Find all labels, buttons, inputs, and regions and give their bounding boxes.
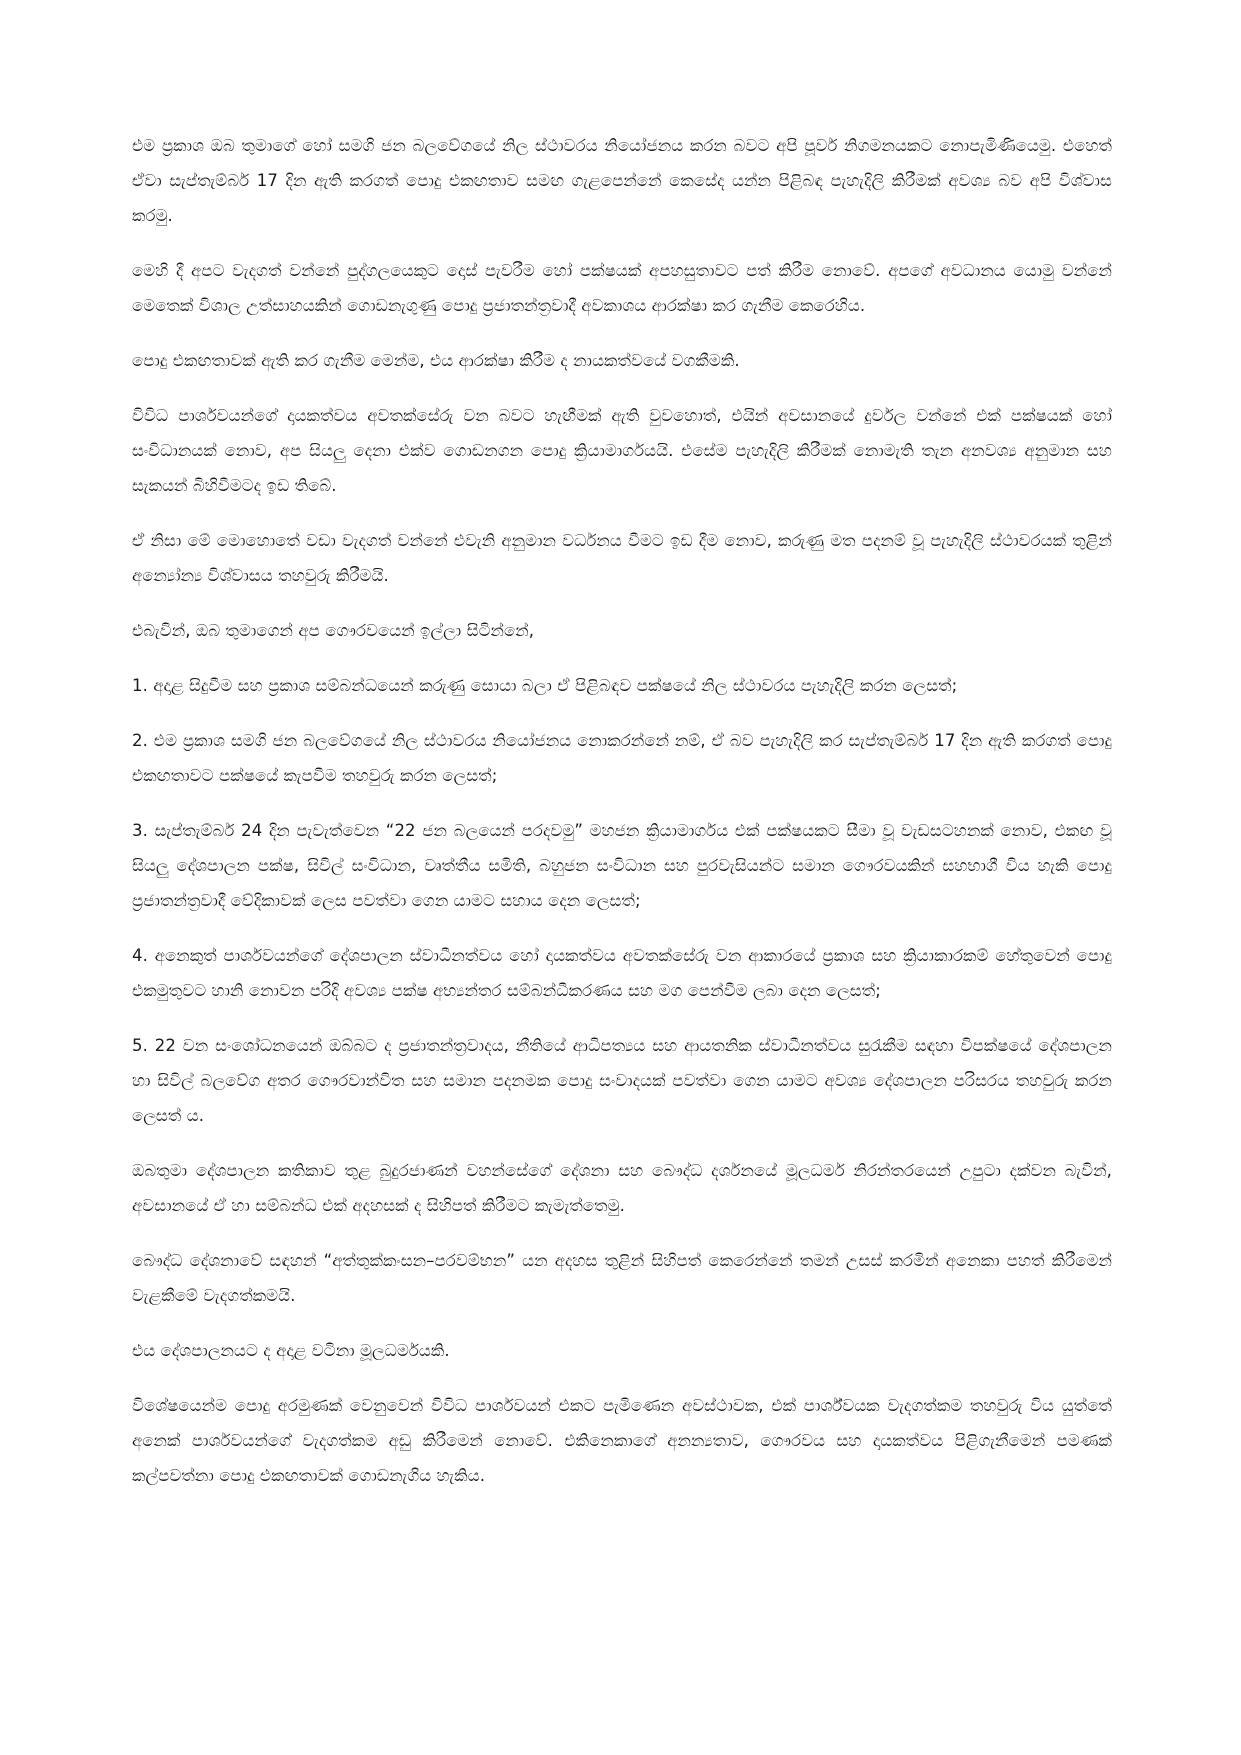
paragraph-principle: එය දේශපාලනයට ද අදාළ වටිනා මූලධර්මයකි. xyxy=(132,1341,450,1360)
request-item-4: 4. අනෙකුත් පාර්ශවයන්ගේ දේශපාලන ස්වාධීනත්වය හෝ දායකත්වය අවතක්සේරු වන ආකාරයේ ප්‍රකාශ සහ ක්‍රියාකාරකම් හේතුවෙන් පොදු එකමුතුවට හානි නොවන පරිදි අවශ්‍ය පක්ෂ අභ්‍යන්තර සම්බන්ධීකරණය සහ මග පෙන්වීම ලබා දෙන ලෙසත්; xyxy=(132,946,1112,1000)
request-item-1: 1. අදාළ සිදුවීම සහ ප්‍රකාශ සම්බන්ධයෙන් කරුණු සොයා බලා ඒ පිළිබඳව පක්ෂයේ නිල ස්ථාවරය පැහැදිලි කරන ලෙසත්; xyxy=(132,676,958,695)
paragraph-buddhist-reference: ඔබතුමා දේශපාලන කතිකාව තුළ බුදුරජාණන් වහන්සේගේ දේශනා සහ බෞද්ධ දර්ශනයේ මූලධර්ම නිරන්තරයෙන් උපුටා දක්වන බැවින්, අවසානයේ ඒ හා සම්බන්ධ එක් අදහසක් ද සිහිපත් කිරීමට කැමැත්තෙමු. xyxy=(132,1161,1112,1215)
request-item-2: 2. එම ප්‍රකාශ සමගි ජන බලවේගයේ නිල ස්ථාවරය නියෝජනය නොකරන්නේ නම්, ඒ බව පැහැදිලි කර සැප්තැම්බර් 17 දින ඇති කරගත් පොදු එකඟතාවට පක්ෂයේ කැපවීම තහවුරු කරන ලෙසත්; xyxy=(132,731,1112,785)
request-item-5: 5. 22 වන සංශෝධනයෙන් ඔබ්බට ද ප්‍රජාතන්ත්‍රවාදය, නීතියේ ආධිපත්‍යය සහ ආයතනික ස්වාධීනත්වය සුරැකීම සඳහා විපක්ෂයේ දේශපාලන හා සිවිල් බලවේග අතර ගෞරවාන්විත සහ සමාන පදනමක පොදු සංවාදයක් පවත්වා ගෙන යාමට අවශ්‍ය දේශපාලන පරිසරය තහවුරු කරන ලෙසත් ය. xyxy=(132,1036,1112,1125)
paragraph-3: පොදු එකඟතාවක් ඇති කර ගැනීම මෙන්ම, එය ආරක්ෂා කිරීම ද නායකත්වයේ වගකීමකි. xyxy=(132,351,740,370)
request-intro: එබැවින්, ඔබ තුමාගෙන් අප ගෞරවයෙන් ඉල්ලා සිටින්නේ, xyxy=(132,621,535,640)
paragraph-attukkamsana: බෞද්ධ දේශනාවේ සඳහන් “අත්තුක්කංසන–පරවම්භන” යන අදහස තුළින් සිහිපත් කෙරෙන්නේ තමන් උසස් කරමින් අනෙකා පහත් කිරීමෙන් වැළකීමේ වැදගත්කමයි. xyxy=(132,1251,1112,1305)
paragraph-1: එම ප්‍රකාශ ඔබ තුමාගේ හෝ සමගි ජන බලවේගයේ නිල ස්ථාවරය නියෝජනය කරන බවට අපි පූර්ව නිගමනයකට නොපැමිණියෙමු. එහෙත් ඒවා සැප්තැම්බර් 17 දින ඇති කරගත් පොදු එකඟතාව සමඟ ගැළපෙන්නේ කෙසේද යන්න පිළිබඳ පැහැදිලි කිරීමක් අවශ්‍ය බව අපි විශ්වාස කරමු. xyxy=(132,136,1112,225)
paragraph-2: මෙහි දී අපට වැදගත් වන්නේ පුද්ගලයෙකුට දොස් පැවරීම හෝ පක්ෂයක් අපහසුතාවට පත් කිරීම නොවේ. අපගේ අවධානය යොමු වන්නේ මෙතෙක් විශාල උත්සාහයකින් ගොඩනැගුණු පොදු ප්‍රජාතන්ත්‍රවාදී අවකාශය ආරක්ෂා කර ගැනීම කෙරෙහිය. xyxy=(132,261,1112,315)
request-item-3: 3. සැප්තැම්බර් 24 දින පැවැත්වෙන “22 ජන බලයෙන් පරදවමු” මහජන ක්‍රියාමාර්ගය එක් පක්ෂයකට සීමා වූ වැඩසටහනක් නොව, එකඟ වූ සියලු දේශපාලන පක්ෂ, සිවිල් සංවිධාන, වෘත්තීය සමිති, බහුජන සංවිධාන සහ පුරවැසියන්ට සමාන ගෞරවයකින් සහභාගී විය හැකි පොදු ප්‍රජාතන්ත්‍රවාදී වේදිකාවක් ලෙස පවත්වා ගෙන යාමට සහාය දෙන ලෙසත්; xyxy=(132,821,1112,910)
letter-body xyxy=(132,128,1112,1513)
paragraph-5: ඒ නිසා මේ මොහොතේ වඩා වැදගත් වන්නේ එවැනි අනුමාන වර්ධනය වීමට ඉඩ දීම නොව, කරුණු මත පදනම් වූ පැහැදිලි ස්ථාවරයක් තුළින් අන්‍යෝන්‍ය විශ්වාසය තහවුරු කිරීමයි. xyxy=(132,531,1112,585)
paragraph-closing: විශේෂයෙන්ම පොදු අරමුණක් වෙනුවෙන් විවිධ පාර්ශවයන් එකට පැමිණෙන අවස්ථාවක, එක් පාර්ශ්වයක වැදගත්කම තහවුරු විය යුත්තේ අනෙක් පාර්ශවයන්ගේ වැදගත්කම අඩු කිරීමෙන් නොවේ. එකිනෙකාගේ අනන්‍යතාව, ගෞරවය සහ දායකත්වය පිළිගැනීමෙන් පමණක් කල්පවත්නා පොදු එකඟතාවක් ගොඩනැගිය හැකිය. xyxy=(132,1396,1112,1485)
paragraph-4: විවිධ පාර්ශවයන්ගේ දායකත්වය අවතක්සේරු වන බවට හැඟීමක් ඇති වුවහොත්, එයින් අවසානයේ දුර්වල වන්නේ එක් පක්ෂයක් හෝ සංවිධානයක් නොව, අප සියලු දෙනා එක්ව ගොඩනගන පොදු ක්‍රියාමාර්ගයයි. එසේම පැහැදිලි කිරීමක් නොමැති තැන අනවශ්‍ය අනුමාන සහ සැකයන් බිහිවීමටද ඉඩ තිබේ. xyxy=(132,406,1112,495)
